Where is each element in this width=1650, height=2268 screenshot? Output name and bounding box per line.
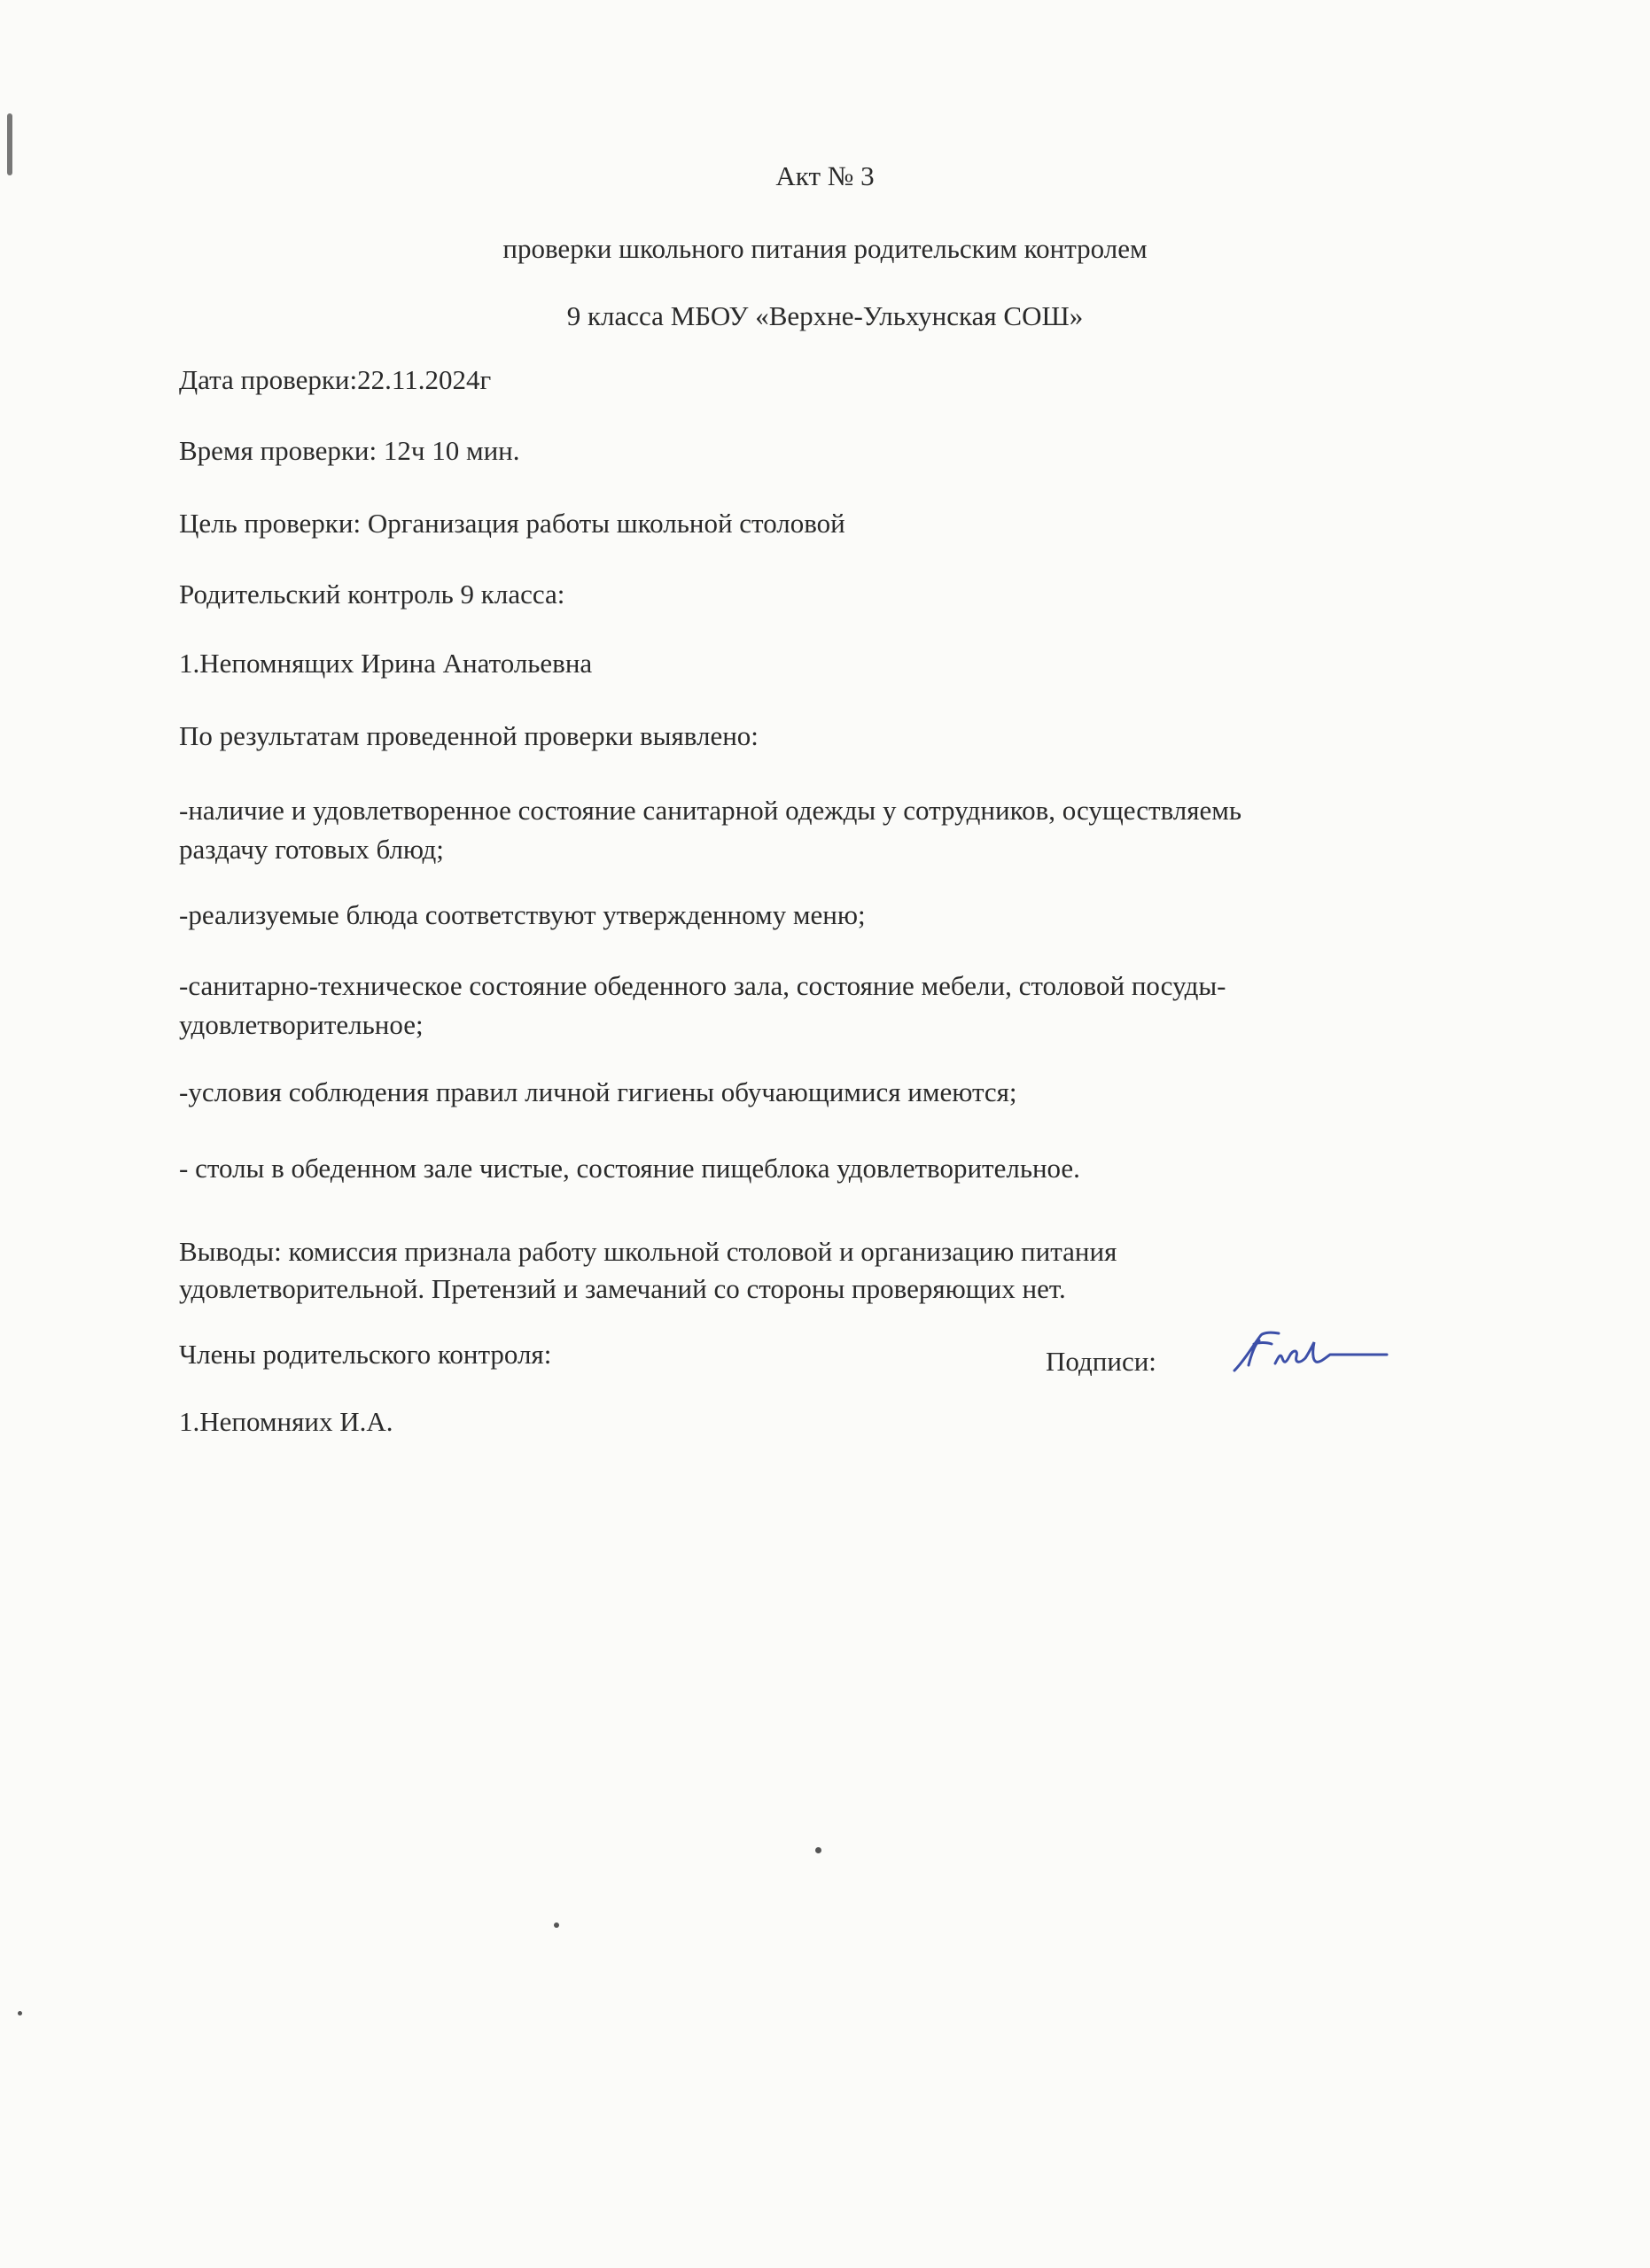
- handwritten-signature: [1227, 1324, 1396, 1386]
- finding-line: -условия соблюдения правил личной гигиены обучающимися имеются;: [179, 1076, 1017, 1107]
- signed-member: 1.Непомняих И.А.: [179, 1406, 393, 1437]
- act-title: Акт № 3: [775, 160, 875, 191]
- conclusion-line: Выводы: комиссия признала работу школьной столовой и организацию питания: [179, 1236, 1117, 1267]
- members-label: Члены родительского контроля:: [179, 1339, 552, 1370]
- results-intro: По результатам проведенной проверки выявлено:: [179, 720, 759, 751]
- finding-line: -наличие и удовлетворенное состояние санитарной одежды у сотрудников, осуществляемь: [179, 795, 1242, 826]
- finding-line: -реализуемые блюда соответствуют утвержденному меню;: [179, 899, 866, 930]
- act-subtitle: проверки школьного питания родительским контролем: [502, 233, 1148, 264]
- scan-speck: [815, 1847, 821, 1853]
- finding-line: удовлетворительное;: [179, 1009, 424, 1040]
- parent-control-label: Родительский контроль 9 класса:: [179, 579, 565, 610]
- inspection-time: Время проверки: 12ч 10 мин.: [179, 435, 520, 466]
- school-line: 9 класса МБОУ «Верхне-Ульхунская СОШ»: [566, 300, 1084, 331]
- finding-line: - столы в обеденном зале чистые, состояние пищеблока удовлетворительное.: [179, 1153, 1080, 1184]
- finding-line: -санитарно-техническое состояние обеденного зала, состояние мебели, столовой посуды-: [179, 970, 1226, 1001]
- scan-speck: [554, 1922, 559, 1928]
- finding-line: раздачу готовых блюд;: [179, 834, 444, 865]
- scan-speck: [18, 2011, 22, 2016]
- inspection-date: Дата проверки:22.11.2024г: [179, 364, 492, 395]
- signatures-label: Подписи:: [1046, 1346, 1156, 1377]
- inspection-purpose: Цель проверки: Организация работы школьной столовой: [179, 508, 845, 539]
- conclusion-line: удовлетворительной. Претензий и замечаний со стороны проверяющих нет.: [179, 1273, 1066, 1304]
- control-member: 1.Непомнящих Ирина Анатольевна: [179, 648, 593, 679]
